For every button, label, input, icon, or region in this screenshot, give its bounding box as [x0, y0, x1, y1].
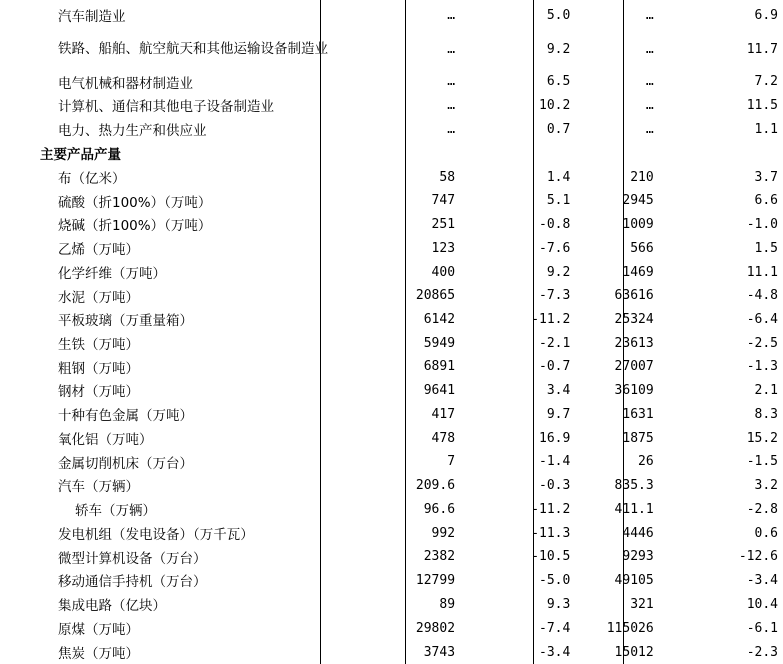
cell-growth-1: -10.5: [531, 549, 571, 564]
row-label: 微型计算机设备（万台）: [58, 550, 207, 567]
cell-value-2: 835.3: [614, 477, 654, 493]
cell-value-2: 63616: [614, 288, 654, 303]
cell-growth-1: -11.3: [531, 525, 571, 541]
cell-value-1: 58: [439, 169, 456, 185]
cell-growth-1: 5.1: [546, 193, 571, 208]
cell-value-2: …: [645, 97, 654, 113]
section-header-row: [0, 141, 783, 165]
cell-value-2: …: [645, 121, 654, 137]
cell-growth-1: -7.6: [539, 240, 571, 256]
cell-value-1: 7: [447, 454, 456, 469]
table-row: [0, 165, 783, 189]
cell-growth-2: -1.0: [746, 216, 778, 232]
cell-growth-2: [658, 141, 783, 165]
row-label: 金属切削机床（万台）: [58, 455, 193, 472]
cell-value-2: …: [645, 7, 654, 23]
table-row: [0, 426, 783, 450]
cell-value-1: 96.6: [423, 501, 456, 517]
row-label: 平板玻璃（万重量箱）: [58, 313, 193, 329]
table-row: [0, 2, 783, 28]
row-label: 主要产品产量: [40, 147, 121, 163]
cell-value-1: 20865: [415, 288, 456, 303]
cell-value-2: 25324: [614, 311, 654, 327]
cell-growth-2: -1.5: [746, 454, 778, 469]
statistics-table-body: [0, 2, 783, 664]
table-row: [0, 545, 783, 568]
row-label: 轿车（万辆）: [75, 503, 156, 519]
cell-value-1: …: [447, 74, 456, 89]
cell-value-1: 417: [431, 406, 456, 422]
table-row: [0, 70, 783, 93]
row-label: 十种有色金属（万吨）: [58, 408, 193, 424]
cell-growth-1: -5.0: [539, 572, 571, 588]
row-label: 硫酸（折100%）（万吨）: [58, 194, 212, 211]
table-row: [0, 260, 783, 284]
cell-value-2: 566: [630, 240, 654, 256]
cell-growth-1: 1.4: [546, 169, 571, 185]
cell-value-2: 26: [638, 454, 654, 469]
cell-growth-1: -1.4: [539, 454, 571, 469]
cell-growth-1: 5.0: [546, 7, 571, 23]
table-row: [0, 212, 783, 236]
table-row: [0, 189, 783, 212]
cell-growth-1: 0.7: [546, 121, 571, 137]
table-row: [0, 378, 783, 402]
row-label: 钢材（万吨）: [58, 384, 139, 400]
cell-value-2: 411.1: [614, 501, 654, 517]
cell-value-1: 478: [431, 430, 456, 446]
cell-growth-1: [456, 141, 573, 165]
cell-growth-1: 9.2: [546, 41, 571, 57]
cell-growth-2: 7.2: [754, 74, 778, 89]
cell-growth-2: 8.3: [754, 406, 778, 422]
cell-growth-2: -2.8: [746, 501, 778, 517]
row-label: 汽车（万辆）: [58, 479, 139, 495]
table-row: [0, 450, 783, 473]
cell-value-2: 49105: [614, 572, 654, 588]
cell-value-1: 5949: [423, 335, 456, 351]
statistics-table: [0, 2, 783, 664]
table-row: [0, 521, 783, 545]
cell-value-2: 9293: [622, 549, 654, 564]
cell-growth-1: 10.2: [539, 97, 571, 113]
table-row: [0, 284, 783, 307]
cell-value-2: 27007: [614, 359, 654, 374]
row-label: 乙烯（万吨）: [58, 242, 139, 258]
cell-value-2: 1875: [622, 430, 654, 446]
cell-growth-2: 11.5: [746, 97, 778, 113]
table-row: [0, 236, 783, 260]
row-label: 生铁（万吨）: [58, 337, 139, 353]
cell-value-2: 4446: [622, 525, 654, 541]
cell-value-1: …: [447, 121, 456, 137]
cell-value-2: 115026: [606, 620, 654, 636]
cell-growth-2: -6.4: [746, 311, 778, 327]
table-row: [0, 402, 783, 426]
cell-growth-2: 6.9: [754, 7, 778, 23]
cell-value-1: 29802: [415, 620, 456, 636]
cell-value-1: …: [447, 41, 456, 57]
table-row: [0, 93, 783, 117]
cell-growth-2: 11.1: [746, 264, 778, 280]
cell-growth-2: 1.5: [754, 240, 778, 256]
cell-growth-2: -3.4: [746, 572, 778, 588]
cell-value-2: …: [645, 41, 654, 57]
cell-growth-2: 1.1: [754, 121, 778, 137]
cell-growth-1: 3.4: [546, 382, 571, 398]
table-row: [0, 117, 783, 141]
cell-value-1: 3743: [423, 644, 456, 660]
cell-value-1: 9641: [423, 382, 456, 398]
cell-growth-2: -12.6: [738, 549, 778, 564]
cell-growth-2: -1.3: [746, 359, 778, 374]
cell-value-1: 747: [431, 193, 456, 208]
cell-value-1: 6142: [423, 311, 456, 327]
row-label: 计算机、通信和其他电子设备制造业: [58, 99, 274, 115]
cell-value-1: 209.6: [415, 477, 456, 493]
cell-growth-1: 9.2: [546, 264, 571, 280]
cell-value-2: 321: [630, 596, 654, 612]
cell-growth-2: -2.3: [746, 644, 778, 660]
cell-growth-1: -0.8: [539, 216, 571, 232]
row-label: 水泥（万吨）: [58, 289, 139, 306]
row-label: 电力、热力生产和供应业: [58, 123, 207, 139]
cell-value-1: 89: [439, 596, 456, 612]
row-label: 焦炭（万吨）: [58, 646, 139, 662]
cell-growth-2: -4.8: [746, 288, 778, 303]
cell-value-2: 23613: [614, 335, 654, 351]
cell-growth-2: 6.6: [754, 193, 778, 208]
cell-growth-2: 0.6: [754, 525, 778, 541]
row-label: 氧化铝（万吨）: [58, 432, 153, 448]
row-label: 原煤（万吨）: [58, 622, 139, 638]
row-label: 烧碱（折100%）（万吨）: [58, 218, 212, 234]
cell-value-1: …: [447, 7, 456, 23]
table-row: [0, 568, 783, 592]
cell-growth-1: -3.4: [539, 644, 571, 660]
table-row: [0, 355, 783, 378]
cell-value-1: 123: [431, 240, 456, 256]
table-row: [0, 640, 783, 664]
cell-growth-2: 15.2: [746, 430, 778, 446]
cell-growth-1: 9.7: [546, 406, 571, 422]
row-label: 移动通信手持机（万台）: [58, 574, 207, 590]
table-row: [0, 497, 783, 521]
cell-value-1: 992: [431, 525, 456, 541]
cell-growth-1: -7.3: [539, 288, 571, 303]
cell-value-2: 36109: [614, 382, 654, 398]
cell-growth-1: -2.1: [539, 335, 571, 351]
row-label: 铁路、船舶、航空航天和其他运输设备制造业: [58, 41, 328, 57]
cell-value-1: 251: [431, 216, 456, 232]
cell-growth-1: 9.3: [546, 596, 571, 612]
table-row: [0, 28, 783, 70]
cell-growth-2: 11.7: [746, 41, 778, 57]
table-row: [0, 616, 783, 640]
cell-growth-1: -0.7: [539, 359, 571, 374]
cell-growth-1: -11.2: [531, 311, 571, 327]
cell-value-2: 2945: [622, 193, 654, 208]
cell-growth-2: -2.5: [746, 335, 778, 351]
row-label: 化学纤维（万吨）: [58, 266, 166, 282]
cell-growth-2: -6.1: [746, 620, 778, 636]
cell-value-1: 6891: [423, 359, 456, 374]
cell-growth-1: -7.4: [539, 620, 571, 636]
cell-value-1: [378, 141, 457, 165]
cell-value-2: 1009: [622, 216, 654, 232]
cell-growth-1: 16.9: [539, 430, 571, 446]
row-label: 布（亿米）: [58, 171, 126, 187]
row-label: 电气机械和器材制造业: [58, 75, 193, 92]
cell-value-1: 400: [431, 264, 456, 280]
cell-value-2: 210: [630, 169, 654, 185]
cell-value-1: …: [447, 97, 456, 113]
row-label: 发电机组（发电设备）（万千瓦）: [58, 527, 254, 543]
cell-value-2: 1631: [622, 406, 654, 422]
cell-growth-1: -11.2: [531, 501, 571, 517]
row-label: 集成电路（亿块）: [58, 598, 166, 614]
table-row: [0, 473, 783, 497]
cell-value-2: …: [645, 74, 654, 89]
cell-growth-1: 6.5: [546, 74, 571, 89]
row-label: 汽车制造业: [58, 9, 126, 25]
table-row: [0, 307, 783, 331]
cell-growth-2: 2.1: [754, 382, 778, 398]
table-row: [0, 331, 783, 355]
cell-value-2: [573, 141, 657, 165]
cell-value-2: 15012: [614, 644, 654, 660]
cell-value-1: 2382: [423, 549, 456, 564]
cell-value-1: 12799: [415, 572, 456, 588]
cell-growth-2: 3.7: [754, 169, 778, 185]
cell-growth-2: 10.4: [746, 596, 778, 612]
cell-growth-1: -0.3: [539, 477, 571, 493]
cell-growth-2: 3.2: [754, 477, 778, 493]
row-label: 粗钢（万吨）: [58, 360, 139, 377]
table-row: [0, 592, 783, 616]
cell-value-2: 1469: [622, 264, 654, 280]
